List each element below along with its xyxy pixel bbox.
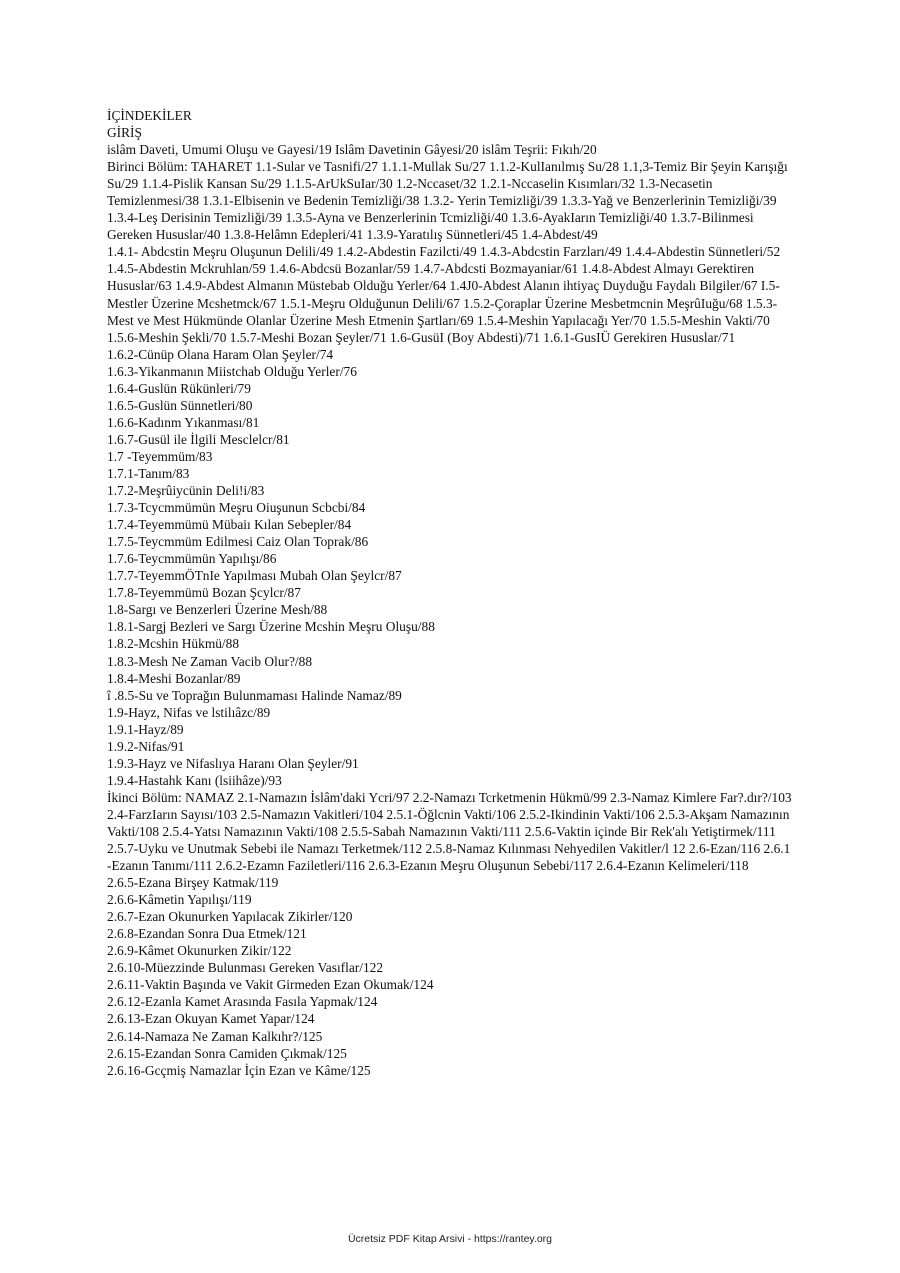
toc-line: 1.7.2-Meşrûiycünin Deli!i/83 [107, 483, 265, 499]
toc-line: 1.9.2-Nifas/91 [107, 738, 185, 754]
toc-line: 2.6.14-Namaza Ne Zaman Kalkıhr?/125 [107, 1028, 323, 1044]
toc-line: 1.7.4-Teyemmümü Mübaiı Kılan Sebepler/84 [107, 517, 352, 533]
toc-line: 1.6.6-Kadınm Yıkanması/81 [107, 414, 260, 430]
toc-line: 2.6.10-Müezzinde Bulunması Gereken Vasıflar/122 [107, 960, 384, 976]
toc-line: 1.7.6-Teycmmümün Yapılışı/86 [107, 551, 277, 567]
table-of-contents [107, 107, 797, 1079]
toc-line: Birinci Bölüm: TAHARET 1.1-Sular ve Tasnifi/27 1.1.1-Mullak Su/27 1.1.2-KulIanılmış Su/28 1.1,3-Temiz Bir Şeyin Karışığı Su/29 1.1.4-Pislik Kansan Su/29 1.1.5-ArUkSuIar/30 1.2-Nccaset/32 1.2.1-Nccaselin Kısımları/32 1.3-Necasetin Temizlenmesi/38 1.3.1-Elbisenin ve Bedenin Temizliği/38 1.3.2- Yerin Temizliği/39 1.3.3-Yağ ve Benzerlerinin Temizliği/39 1.3.4-Leş Derisinin Temizliği/39 1.3.5-Ayna ve Benzerlerinin Tcmizliği/40 1.3.6-AyakIarın Temizliği/40 1.3.7-Bilinmesi Gereken Hususlar/40 1.3.8-Helâmn Edepleri/41 1.3.9-Yaratılış Sünnetleri/45 1.4-Abdest/49 [107, 159, 788, 243]
toc-line: 1.8.2-Mcshin Hükmü/88 [107, 636, 240, 652]
toc-line: 1.9.4-Hastahk Kanı (lsiihâze)/93 [107, 772, 282, 788]
toc-line: 1.7.8-Teyemmümü Bozan Şcylcr/87 [107, 585, 301, 601]
toc-line: 1.7.3-Tcycmmümün Meşru Oiuşunun Scbcbi/84 [107, 500, 366, 516]
toc-line: islâm Daveti, Umumi Oluşu ve Gayesi/19 Islâm Davetinin Gâyesi/20 islâm Teşrii: Fıkıh/20 [107, 142, 597, 158]
intro-heading: GİRİŞ [107, 125, 142, 141]
toc-line: 1.7.1-Tanım/83 [107, 465, 190, 481]
toc-line: 1.6.4-Guslün Rükünleri/79 [107, 380, 251, 396]
toc-line: 2.6.13-Ezan Okuyan Kamet Yapar/124 [107, 1011, 315, 1027]
toc-line: 1.7.7-TeyemmÖTnIe Yapılması Mubah Olan Şeylcr/87 [107, 568, 402, 584]
toc-line: 2.6.5-Ezana Birşey Katmak/119 [107, 875, 279, 891]
toc-line: 1.6.5-Guslün Sünnetleri/80 [107, 397, 253, 413]
page-footer: Ücretsiz PDF Kitap Arsivi - https://rantey.org [347, 1233, 553, 1245]
toc-line: 1.8.3-Mesh Ne Zaman Vacib Olur?/88 [107, 653, 313, 669]
toc-heading: İÇİNDEKİLER [107, 108, 192, 123]
toc-line: 2.6.9-Kâmet Okunurken Zikir/122 [107, 943, 292, 959]
toc-line: 2.6.6-Kâmetin Yapılışı/119 [107, 892, 252, 908]
toc-line: 1.8-Sargı ve Benzerleri Üzerine Mesh/88 [107, 602, 328, 618]
toc-line: 1.8.4-Meshi Bozanlar/89 [107, 670, 241, 686]
toc-line: 2.6.16-Gcçmiş Namazlar İçin Ezan ve Kâme/125 [107, 1062, 371, 1078]
toc-line: 2.6.8-Ezandan Sonra Dua Etmek/121 [107, 926, 307, 942]
toc-line: 1.6.3-Yikanmanın Miistchab Olduğu Yerler/76 [107, 363, 357, 379]
toc-line: İkinci Bölüm: NAMAZ 2.1-Namazın İslâm'daki Ycri/97 2.2-Namazı Tcrketmenin Hükmü/99 2.3-Namaz Kimlere Far?.dır?/103 2.4-FarzIarın Sayısı/103 2.5-Namazın Vakitleri/104 2.5.1-Öğlcnin Vakti/106 2.5.2-Ikindinin Vakti/106 2.5.3-Akşam Namazının Vakti/108 2.5.4-Yatsı Namazının Vakti/108 2.5.5-Sabah Namazının Vakti/111 2.5.6-Vaktin içinde Bir Rek'alı Yetiştirmek/111 2.5.7-Uyku ve Unutmak Sebebi ile Namazı Terketmek/112 2.5.8-Namaz Kılınması Nehyedilen Vakitler/l 12 2.6-Ezan/116 2.6.1 -Ezanın Tanımı/111 2.6.2-Ezamn Faziletleri/116 2.6.3-Ezanın Meşru Oluşunun Sebebi/117 2.6.4-Ezanın Kelimeleri/118 [107, 789, 792, 874]
toc-line: 2.6.7-Ezan Okunurken Yapılacak Zikirler/120 [107, 909, 353, 925]
toc-line: 1.6.2-Cünüp Olana Haram Olan Şeyler/74 [107, 346, 334, 362]
toc-line: 2.6.12-Ezanla Kamet Arasında Fasıla Yapmak/124 [107, 994, 378, 1010]
toc-line: 1.8.1-Sargj Bezleri ve Sargı Üzerine Mcshin Meşru Oluşu/88 [107, 619, 435, 635]
toc-line: 1.4.1- Abdcstin Meşru Oluşunun Delili/49 1.4.2-Abdestin Fazilcti/49 1.4.3-Abdcstin Farzları/49 1.4.4-Abdestin Sünnetleri/52 1.4.5-Abdestin Mckruhlan/59 1.4.6-Abdcsü Bozanlar/59 1.4.7-Abdcsti Bozmayaniar/61 1.4.8-Abdest Almayı Gerektiren Hususlar/63 1.4.9-Abdest Almanın Müstebab Olduğu Yerler/64 1.4J0-Abdest Alanın ihtiyaç Duyduğu Faydalı Bilgiler/67 I.5-Mestler Üzerine Mcshetmck/67 1.5.1-Meşru Olduğunun Delili/67 1.5.2-Çoraplar Üzerine Mesbetmcnin MeşrûIuğu/68 1.5.3-Mest ve Mest Hükmünde Olanlar Üzerine Mesh Etmenin Şartları/69 1.5.4-Meshin Yapılacağı Yer/70 1.5.5-Meshin Vakti/70 1.5.6-Meshin Şekli/70 1.5.7-Meshi Bozan Şeyler/71 1.6-GusüI (Boy Abdesti)/71 1.6.1-GusIÜ Gerekiren Hususlar/71 [107, 244, 781, 345]
toc-line: 1.7 -Teyemmüm/83 [107, 448, 213, 464]
toc-line: 2.6.15-Ezandan Sonra Camiden Çıkmak/125 [107, 1045, 347, 1061]
toc-line: 1.9-Hayz, Nifas ve lstilıâzc/89 [107, 704, 271, 720]
toc-line: 1.9.1-Hayz/89 [107, 721, 184, 737]
toc-line: î .8.5-Su ve Toprağın Bulunmaması Halinde Namaz/89 [107, 687, 402, 703]
toc-line: 1.9.3-Hayz ve Nifaslıya Haranı Olan Şeyler/91 [107, 755, 359, 771]
toc-line: 1.7.5-Teycmmüm Edilmesi Caiz Olan Toprak/86 [107, 534, 369, 550]
toc-line: 2.6.11-Vaktin Başında ve Vakit Girmeden Ezan Okumak/124 [107, 977, 434, 993]
toc-line: 1.6.7-Gusül ile İlgili Mesclelcr/81 [107, 431, 290, 447]
